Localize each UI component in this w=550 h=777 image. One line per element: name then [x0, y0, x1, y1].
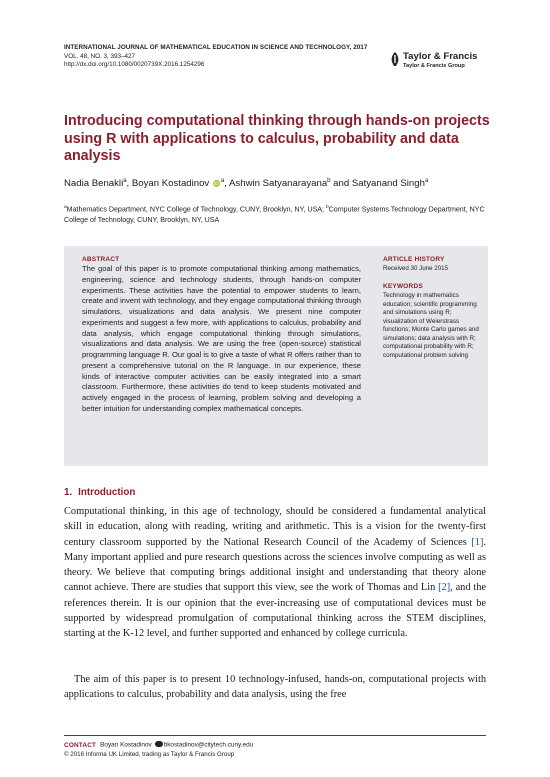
section-title: Introduction: [78, 487, 136, 498]
journal-doi-link[interactable]: http://dx.doi.org/10.1080/0020739X.2016.1254296: [64, 61, 205, 69]
keywords-heading: KEYWORDS: [383, 283, 423, 290]
author-affiliation-mark: b: [327, 178, 331, 184]
author-name: and Satyanand Singh: [330, 178, 425, 190]
body-paragraph: The aim of this paper is to present 10 technology-infused, hands-on, computational projects with applications to calculus, probability and data analysis, using the free: [64, 674, 486, 701]
affiliation-text: Computer Systems Technology Department, NYC College of Technology, CUNY, Brooklyn, NY, USA: [64, 205, 485, 224]
contact-line: [64, 741, 253, 749]
keywords-text: Technology in mathematics education; scientific programming and simulations using R; visualization of Weierstrass functions; Monte Carlo games and simulations; data analysis with R; computational probability with R; computational problem solving: [383, 292, 479, 359]
contact-label: CONTACT: [64, 741, 97, 749]
copyright-notice: © 2016 Informa UK Limited, trading as Taylor & Francis Group: [64, 751, 235, 758]
author-affiliation-mark: a: [424, 178, 429, 184]
paragraph-text: . Many important applied and pure research questions across the sciences involve computing as well as theory. We believe that computing brings additional insight and understanding that theory alone cannot achieve. There are studies that support this view, see the work of Thomas and Lin: [64, 536, 486, 594]
abstract-text: The goal of this paper is to promote computational thinking among mathematics, engineering, science and technology students, through hands-on computer experiments. These activities have the potential to empower students to learn, create and invent with technology, and they engage computational thinking through simulations, visualizations and data analysis. We present nine computer experiments and suggest a few more, with applications to calculus, probability and data analysis, which engage computational thinking through simulations, visualizations and data analysis. We are using the free (open-source) statistical programming language R. Our goal is to give a taste of what R offers rather than to present a comprehensive tutorial on the R language. In our experience, these kinds of interactive computer activities can be easily integrated into a smart classroom. Furthermore, these activities do tend to keep students motivated and actively engaged in the process of learning, problem solving and developing a better intuition for understanding complex mathematical concepts.: [82, 264, 361, 413]
contact-email-link[interactable]: bkostadinov@citytech.cuny.edu: [163, 741, 254, 749]
publisher-group: Taylor & Francis Group: [403, 63, 465, 69]
paragraph-text: , and the references therein. It is our opinion that the ever-increasing use of computational devices must be supported by widespread promulgation of computational thinking across the STEM disciplines, starting at the K-12 level, and further supported and enhanced by college curricula.: [64, 582, 486, 640]
affiliations: [64, 203, 494, 225]
author-name: , Ashwin Satyanarayana: [224, 178, 328, 190]
section-number: 1.: [64, 487, 73, 498]
journal-name: INTERNATIONAL JOURNAL OF MATHEMATICAL EDUCATION IN SCIENCE AND TECHNOLOGY, 2017: [64, 44, 368, 51]
contact-name: Boyan Kostadinov: [100, 741, 152, 749]
abstract-heading: ABSTRACT: [82, 256, 120, 263]
footer-divider: [64, 735, 486, 736]
author-name: , Boyan Kostadinov: [126, 178, 212, 190]
author-affiliation-mark: a: [220, 178, 225, 184]
publisher-logo-icon: [390, 52, 400, 66]
author-name: Nadia Benakli: [64, 178, 124, 190]
author-list: [64, 178, 494, 189]
affiliation-mark: a: [64, 205, 67, 210]
affiliation-text: Mathematics Department, NYC College of Technology, CUNY, Brooklyn, NY, USA;: [66, 205, 326, 214]
email-icon: [155, 741, 163, 747]
publisher-name: Taylor & Francis: [403, 51, 478, 62]
citation-link[interactable]: [2]: [438, 582, 451, 594]
paragraph-text: Computational thinking, in this age of technology, should be considered a fundamental analytical skill in education, along with reading, writing and arithmetic. This is a vision for the twenty-first century classroom supported by the National Research Council of the Academy of Sciences: [64, 506, 486, 548]
article-history-received: Received 30 June 2015: [383, 265, 449, 272]
body-paragraph: [64, 504, 486, 642]
author-affiliation-mark: a: [123, 178, 127, 184]
affiliation-mark: b: [325, 205, 329, 210]
paper-title: Introducing computational thinking through hands-on projects using R with applications to calculus, probability and data analysis: [64, 113, 490, 164]
section-heading: [64, 487, 135, 498]
orcid-icon[interactable]: iD: [214, 181, 219, 187]
publisher-logo: [390, 50, 485, 74]
citation-link[interactable]: [1]: [471, 536, 484, 548]
article-history-heading: ARTICLE HISTORY: [383, 256, 445, 263]
journal-volume: VOL. 48, NO. 3, 393–427: [64, 52, 136, 60]
